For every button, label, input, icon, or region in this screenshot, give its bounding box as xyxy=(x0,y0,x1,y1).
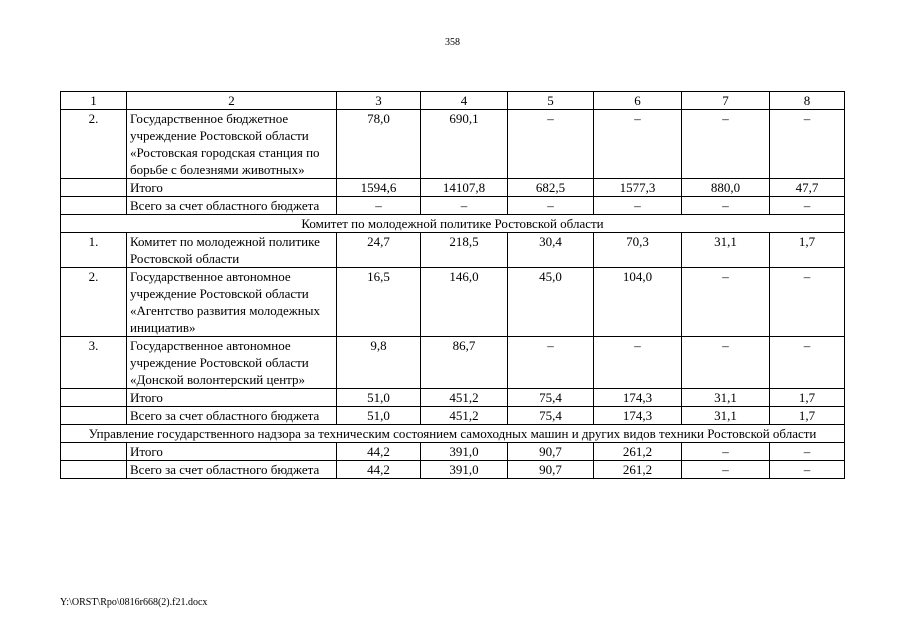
row-number xyxy=(61,389,127,407)
column-header: 7 xyxy=(682,92,770,110)
table-cell: 90,7 xyxy=(508,461,594,479)
table-cell: 880,0 xyxy=(682,179,770,197)
row-name: Государственное автономное учреждение Ростовской области «Донской волонтерский центр» xyxy=(127,337,337,389)
document-file-path: Y:\ORST\Rpo\0816r668(2).f21.docx xyxy=(60,597,208,608)
table-cell: 104,0 xyxy=(594,268,682,337)
row-name: Всего за счет областного бюджета xyxy=(127,461,337,479)
table-cell: – xyxy=(337,197,421,215)
row-number: 2. xyxy=(61,268,127,337)
column-header: 5 xyxy=(508,92,594,110)
table-row xyxy=(61,389,845,407)
section-title: Комитет по молодежной политике Ростовской области xyxy=(61,215,845,233)
table-cell: 75,4 xyxy=(508,389,594,407)
row-number: 1. xyxy=(61,233,127,268)
table-cell: – xyxy=(682,110,770,179)
section-title: Управление государственного надзора за техническим состоянием самоходных машин и других видов техники Ростовской области xyxy=(61,425,845,443)
table-row xyxy=(61,443,845,461)
table-cell: – xyxy=(770,110,845,179)
section-row xyxy=(61,215,845,233)
column-header: 4 xyxy=(421,92,508,110)
column-header: 2 xyxy=(127,92,337,110)
table-row xyxy=(61,461,845,479)
table-cell: 1594,6 xyxy=(337,179,421,197)
row-number xyxy=(61,443,127,461)
table-cell: – xyxy=(682,461,770,479)
table-cell: 1577,3 xyxy=(594,179,682,197)
column-header: 1 xyxy=(61,92,127,110)
table-cell: 682,5 xyxy=(508,179,594,197)
row-name: Итого xyxy=(127,443,337,461)
table-cell: 146,0 xyxy=(421,268,508,337)
table-cell: 174,3 xyxy=(594,407,682,425)
table-cell: 45,0 xyxy=(508,268,594,337)
column-header: 6 xyxy=(594,92,682,110)
table-cell: 31,1 xyxy=(682,389,770,407)
table-cell: 90,7 xyxy=(508,443,594,461)
table-row xyxy=(61,337,845,389)
table-cell: – xyxy=(682,197,770,215)
row-number: 3. xyxy=(61,337,127,389)
table-cell: – xyxy=(682,337,770,389)
table-cell: 14107,8 xyxy=(421,179,508,197)
row-number xyxy=(61,461,127,479)
table-row xyxy=(61,179,845,197)
table-cell: – xyxy=(770,197,845,215)
table-cell: 31,1 xyxy=(682,407,770,425)
table-cell: 451,2 xyxy=(421,389,508,407)
table-row xyxy=(61,268,845,337)
row-number xyxy=(61,179,127,197)
table-cell: 51,0 xyxy=(337,407,421,425)
table-cell: – xyxy=(770,461,845,479)
budget-table xyxy=(60,91,845,479)
table-cell: 31,1 xyxy=(682,233,770,268)
table-cell: 9,8 xyxy=(337,337,421,389)
row-name: Комитет по молодежной политике Ростовской области xyxy=(127,233,337,268)
table-cell: 78,0 xyxy=(337,110,421,179)
table-cell: 391,0 xyxy=(421,443,508,461)
table-cell: 1,7 xyxy=(770,407,845,425)
column-header: 3 xyxy=(337,92,421,110)
row-name: Всего за счет областного бюджета xyxy=(127,407,337,425)
table-cell: 51,0 xyxy=(337,389,421,407)
row-name: Всего за счет областного бюджета xyxy=(127,197,337,215)
table-cell: 24,7 xyxy=(337,233,421,268)
table-cell: 16,5 xyxy=(337,268,421,337)
table-header-row xyxy=(61,92,845,110)
row-number: 2. xyxy=(61,110,127,179)
table-cell: 75,4 xyxy=(508,407,594,425)
column-header: 8 xyxy=(770,92,845,110)
row-number xyxy=(61,407,127,425)
table-cell: 261,2 xyxy=(594,443,682,461)
page-number: 358 xyxy=(445,37,460,48)
table-cell: – xyxy=(770,443,845,461)
table-row xyxy=(61,407,845,425)
table-cell: – xyxy=(594,110,682,179)
table-cell: – xyxy=(508,337,594,389)
table-row xyxy=(61,197,845,215)
row-name: Итого xyxy=(127,389,337,407)
row-number xyxy=(61,197,127,215)
table-row xyxy=(61,110,845,179)
table-cell: 44,2 xyxy=(337,461,421,479)
table-row xyxy=(61,233,845,268)
table-cell: 690,1 xyxy=(421,110,508,179)
table-cell: 86,7 xyxy=(421,337,508,389)
table-cell: 1,7 xyxy=(770,233,845,268)
table-cell: 47,7 xyxy=(770,179,845,197)
table-cell: 261,2 xyxy=(594,461,682,479)
table-cell: 30,4 xyxy=(508,233,594,268)
table-cell: – xyxy=(682,443,770,461)
row-name: Итого xyxy=(127,179,337,197)
row-name: Государственное бюджетное учреждение Ростовской области «Ростовская городская станция по борьбе с болезнями животных» xyxy=(127,110,337,179)
table-cell: – xyxy=(682,268,770,337)
table-cell: 1,7 xyxy=(770,389,845,407)
table-cell: 44,2 xyxy=(337,443,421,461)
row-name: Государственное автономное учреждение Ростовской области «Агентство развития молодежных инициатив» xyxy=(127,268,337,337)
table-cell: – xyxy=(594,197,682,215)
table-cell: 174,3 xyxy=(594,389,682,407)
table-cell: – xyxy=(508,110,594,179)
table-cell: – xyxy=(770,268,845,337)
table-cell: – xyxy=(594,337,682,389)
table-cell: 70,3 xyxy=(594,233,682,268)
table-cell: 451,2 xyxy=(421,407,508,425)
table-cell: 391,0 xyxy=(421,461,508,479)
table-cell: – xyxy=(770,337,845,389)
section-row xyxy=(61,425,845,443)
table-cell: 218,5 xyxy=(421,233,508,268)
table-cell: – xyxy=(508,197,594,215)
table-cell: – xyxy=(421,197,508,215)
